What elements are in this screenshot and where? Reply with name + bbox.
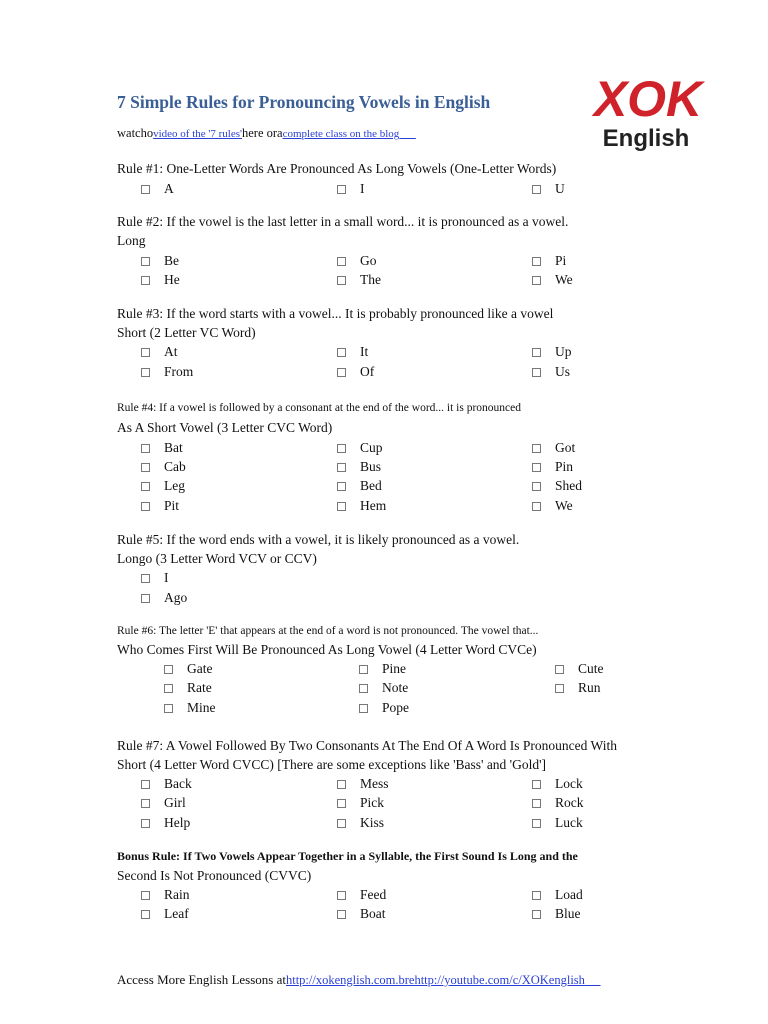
- word-item[interactable]: [337, 795, 384, 811]
- rule-1-line-1: Rule #1: One-Letter Words Are Pronounced As Long Vowels (One-Letter Words): [117, 161, 557, 176]
- checkbox[interactable]: [532, 482, 541, 491]
- word-label: Bat: [164, 440, 183, 455]
- word-item[interactable]: [141, 478, 185, 494]
- checkbox[interactable]: [532, 348, 541, 357]
- word-label: Load: [555, 887, 583, 902]
- word-label: Mess: [360, 776, 389, 791]
- xok-english-logo: [578, 72, 718, 154]
- page-title: 7 Simple Rules for Pronouncing Vowels in English: [117, 92, 491, 112]
- word-item[interactable]: [337, 364, 374, 380]
- word-item[interactable]: [337, 344, 368, 360]
- word-label: Bus: [360, 459, 382, 474]
- checkbox[interactable]: [164, 704, 173, 713]
- youtube-channel-link[interactable]: http://youtube.com/c/XOKenglish: [414, 973, 585, 987]
- word-label: Got: [555, 440, 576, 455]
- word-item[interactable]: [141, 440, 183, 456]
- word-label: The: [360, 272, 381, 287]
- checkbox[interactable]: [532, 463, 541, 472]
- word-item[interactable]: [532, 498, 573, 514]
- word-item[interactable]: [532, 906, 581, 922]
- word-item[interactable]: [141, 887, 190, 903]
- word-item[interactable]: [337, 272, 381, 288]
- checkbox[interactable]: [532, 276, 541, 285]
- checkbox[interactable]: [337, 819, 346, 828]
- word-item[interactable]: [141, 364, 193, 380]
- checkbox[interactable]: [141, 348, 150, 357]
- word-item[interactable]: [532, 776, 583, 792]
- xokenglish-site-link[interactable]: http://xokenglish.com.bre: [285, 973, 415, 987]
- word-item[interactable]: [532, 364, 570, 380]
- word-label: Mine: [187, 700, 216, 715]
- word-item[interactable]: [337, 776, 389, 792]
- watch-line: [117, 126, 416, 141]
- word-item[interactable]: [532, 272, 573, 288]
- word-item[interactable]: [532, 344, 572, 360]
- word-item[interactable]: [337, 498, 386, 514]
- word-item[interactable]: [359, 700, 409, 716]
- checkbox[interactable]: [141, 463, 150, 472]
- word-label: Kiss: [360, 815, 385, 830]
- word-label: Pine: [382, 661, 407, 676]
- logo-text-english: English: [602, 125, 690, 152]
- word-label: Us: [555, 364, 571, 379]
- watch-mid-text: here ora: [242, 126, 283, 140]
- checkbox[interactable]: [337, 482, 346, 491]
- rule-5-line-1: Rule #5: If the word ends with a vowel, it is likely pronounced as a vowel.: [117, 532, 520, 547]
- checkbox[interactable]: [164, 684, 173, 693]
- checkbox[interactable]: [337, 185, 346, 194]
- word-item[interactable]: [337, 815, 384, 831]
- word-label: We: [555, 498, 573, 513]
- checkbox[interactable]: [164, 665, 173, 674]
- word-item[interactable]: [164, 680, 212, 696]
- footer: [117, 972, 601, 988]
- checkbox[interactable]: [141, 891, 150, 900]
- word-item[interactable]: [164, 661, 212, 677]
- word-label: Hem: [360, 498, 387, 513]
- word-item[interactable]: [359, 680, 408, 696]
- word-item[interactable]: [337, 887, 386, 903]
- word-item[interactable]: [141, 795, 186, 811]
- word-item[interactable]: [532, 478, 582, 494]
- checkbox[interactable]: [141, 276, 150, 285]
- checkbox[interactable]: [359, 684, 368, 693]
- checkbox[interactable]: [337, 799, 346, 808]
- checkbox[interactable]: [141, 482, 150, 491]
- checkbox[interactable]: [337, 891, 346, 900]
- word-label: He: [164, 272, 180, 287]
- rule-4-line-1: Rule #4: If a vowel is followed by a consonant at the end of the word... it is pronounced: [117, 402, 522, 414]
- word-label: Rock: [555, 795, 584, 810]
- checkbox[interactable]: [337, 463, 346, 472]
- rule-4-line-2: As A Short Vowel (3 Letter CVC Word): [117, 420, 333, 435]
- word-label: From: [164, 364, 194, 379]
- word-item[interactable]: [141, 459, 186, 475]
- checkbox[interactable]: [532, 891, 541, 900]
- word-label: Girl: [164, 795, 186, 810]
- word-label: I: [164, 570, 169, 585]
- word-item[interactable]: [337, 459, 381, 475]
- checkbox[interactable]: [532, 799, 541, 808]
- checkbox[interactable]: [532, 819, 541, 828]
- word-item[interactable]: [337, 478, 382, 494]
- word-label: Rain: [164, 887, 190, 902]
- checkbox[interactable]: [337, 780, 346, 789]
- word-label: It: [360, 344, 369, 359]
- rule-6-line-2: Who Comes First Will Be Pronounced As Long Vowel (4 Letter Word CVCe): [117, 642, 537, 657]
- rules-video-link[interactable]: video of the '7 rules': [153, 128, 242, 140]
- word-item[interactable]: [359, 661, 406, 677]
- word-label: At: [164, 344, 178, 359]
- checkbox[interactable]: [141, 257, 150, 266]
- checkbox[interactable]: [337, 444, 346, 453]
- checkbox[interactable]: [141, 910, 150, 919]
- rule-8-line-1: Bonus Rule: If Two Vowels Appear Together in a Syllable, the First Sound Is Long and the: [117, 849, 578, 863]
- word-item[interactable]: [532, 815, 583, 831]
- word-item[interactable]: [532, 459, 573, 475]
- checkbox[interactable]: [337, 502, 346, 511]
- word-item[interactable]: [532, 253, 566, 269]
- word-item[interactable]: [532, 440, 575, 456]
- checkbox[interactable]: [532, 444, 541, 453]
- word-label: Cup: [360, 440, 383, 455]
- word-label: Feed: [360, 887, 387, 902]
- word-label: Ago: [164, 590, 188, 605]
- rule-2-line-2: Long: [117, 233, 146, 248]
- word-item[interactable]: [164, 700, 216, 716]
- word-label: Of: [360, 364, 375, 379]
- word-item[interactable]: [532, 887, 583, 903]
- word-item[interactable]: [141, 344, 178, 360]
- word-label: Gate: [187, 661, 213, 676]
- word-label: Lock: [555, 776, 583, 791]
- checkbox[interactable]: [141, 444, 150, 453]
- word-label: Shed: [555, 478, 582, 493]
- blog-class-link[interactable]: complete class on the blog: [282, 128, 400, 140]
- word-label: Leaf: [164, 906, 189, 921]
- word-item[interactable]: [555, 661, 604, 677]
- footer-text: Access More English Lessons at: [117, 972, 286, 987]
- checkbox[interactable]: [337, 348, 346, 357]
- word-label: Pin: [555, 459, 574, 474]
- word-item[interactable]: [141, 906, 189, 922]
- word-label: Run: [578, 680, 601, 695]
- word-item[interactable]: [337, 906, 386, 922]
- word-item[interactable]: [141, 590, 187, 606]
- word-label: Go: [360, 253, 377, 268]
- word-label: Blue: [555, 906, 581, 921]
- word-label: Back: [164, 776, 192, 791]
- word-item[interactable]: [532, 795, 584, 811]
- word-item[interactable]: [141, 253, 179, 269]
- checkbox[interactable]: [359, 665, 368, 674]
- word-item[interactable]: [141, 272, 180, 288]
- checkbox[interactable]: [337, 368, 346, 377]
- word-item[interactable]: [337, 440, 383, 456]
- rule-6-line-1: Rule #6: The letter 'E' that appears at the end of a word is not pronounced. The vowel that...: [117, 625, 539, 637]
- checkbox[interactable]: [141, 799, 150, 808]
- rule-8-line-2: Second Is Not Pronounced (CVVC): [117, 868, 312, 883]
- word-item[interactable]: [141, 776, 192, 792]
- checkbox[interactable]: [141, 368, 150, 377]
- checkbox[interactable]: [141, 594, 150, 603]
- rule-7-line-1: Rule #7: A Vowel Followed By Two Consonants At The End Of A Word Is Pronounced With: [117, 738, 617, 753]
- word-label: Rate: [187, 680, 212, 695]
- checkbox[interactable]: [359, 704, 368, 713]
- word-label: We: [555, 272, 573, 287]
- checkbox[interactable]: [532, 502, 541, 511]
- word-item[interactable]: [337, 253, 377, 269]
- word-label: Pit: [164, 498, 180, 513]
- checkbox[interactable]: [337, 257, 346, 266]
- word-label: Bed: [360, 478, 382, 493]
- watch-pre-text: watcho: [117, 126, 154, 140]
- checkbox[interactable]: [532, 257, 541, 266]
- rule-7-line-2: Short (4 Letter Word CVCC) [There are some exceptions like 'Bass' and 'Gold']: [117, 757, 547, 772]
- checkbox[interactable]: [141, 780, 150, 789]
- rule-5-line-2: Longo (3 Letter Word VCV or CCV): [117, 551, 317, 566]
- checkbox[interactable]: [141, 819, 150, 828]
- word-label: Note: [382, 680, 409, 695]
- checkbox[interactable]: [532, 910, 541, 919]
- checkbox[interactable]: [141, 185, 150, 194]
- word-item[interactable]: [141, 181, 174, 197]
- word-label: Pope: [382, 700, 409, 715]
- word-label: Cute: [578, 661, 604, 676]
- word-item[interactable]: [555, 680, 601, 696]
- rule-2-line-1: Rule #2: If the vowel is the last letter in a small word... it is pronounced as a vowel.: [117, 214, 569, 229]
- checkbox[interactable]: [337, 276, 346, 285]
- checkbox[interactable]: [141, 574, 150, 583]
- rule-3-line-1: Rule #3: If the word starts with a vowel... It is probably pronounced like a vowel: [117, 306, 554, 321]
- checkbox[interactable]: [532, 368, 541, 377]
- word-label: I: [360, 181, 365, 196]
- word-item[interactable]: [141, 815, 190, 831]
- word-label: Help: [164, 815, 191, 830]
- word-label: Luck: [555, 815, 583, 830]
- word-label: Up: [555, 344, 572, 359]
- word-label: Cab: [164, 459, 186, 474]
- checkbox[interactable]: [337, 910, 346, 919]
- word-item[interactable]: [337, 181, 365, 197]
- word-label: Pi: [555, 253, 567, 268]
- word-label: Leg: [164, 478, 185, 493]
- word-item[interactable]: [532, 181, 565, 197]
- word-label: Be: [164, 253, 179, 268]
- checkbox[interactable]: [532, 780, 541, 789]
- checkbox[interactable]: [532, 185, 541, 194]
- word-item[interactable]: [141, 570, 169, 586]
- checkbox[interactable]: [141, 502, 150, 511]
- word-label: U: [555, 181, 565, 196]
- rule-3-line-2: Short (2 Letter VC Word): [117, 325, 256, 340]
- checkbox[interactable]: [555, 684, 564, 693]
- logo-text-xok: XOK: [593, 72, 703, 127]
- word-item[interactable]: [141, 498, 179, 514]
- word-label: Pick: [360, 795, 385, 810]
- word-label: Boat: [360, 906, 386, 921]
- checkbox[interactable]: [555, 665, 564, 674]
- word-label: A: [164, 181, 174, 196]
